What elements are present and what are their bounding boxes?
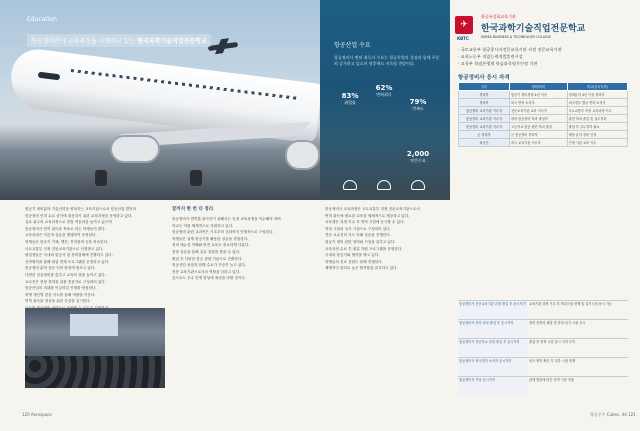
table-cell: 인정 기관 교육 이수: [567, 139, 627, 147]
landing-gear-2: [190, 170, 202, 186]
note-text: 교육기관 과정 이수 후 학과시험 면제 및 실기시험 응시 가능: [529, 302, 613, 306]
body-subhead: 끝까지 한 번 더 정리: [172, 207, 214, 212]
table-row: [459, 131, 628, 139]
text-line: 면허 취득에 필요한 교육을 체계적으로 제공하고 있다.: [325, 213, 410, 218]
table-cell: 관련 학과 졸업 및 실무경력: [567, 115, 627, 123]
text-line: 항공산업 성장과 함께 수요가 꾸준히 늘고 있다.: [172, 263, 246, 268]
table-cell: 항공정비 교육기관 이수자: [459, 123, 510, 131]
landing-gear: [95, 170, 107, 186]
table-cell: 전문교육기관 교육 이수자: [509, 107, 567, 115]
classroom-photo: [25, 308, 165, 388]
stat-2: 62% 면허취득: [375, 84, 393, 97]
text-line: 항공산업의 미래를 이끌어갈 인재를 양성한다.: [25, 286, 97, 291]
stat-4: 2,000 연간수요: [406, 150, 430, 163]
page-number-right: 항공우주 Cubes. 44 121: [590, 412, 636, 417]
cloud-icon: [343, 180, 357, 190]
text-line: 학생들은 항공기 기체, 엔진, 전자장비 등을 학습한다.: [25, 239, 109, 244]
table-cell: 군 경력자: [459, 131, 510, 139]
table-cell: 항공정비 교육기관 이수자: [459, 107, 510, 115]
headline-bold: 한국과학기술직업전문학교: [137, 38, 207, 45]
table-cell: 정비분야 4년 이상 경력자: [567, 91, 627, 99]
hero-airplane-photo: [0, 0, 320, 200]
logo-english-name: KOREA BUSINESS & TECHNOLOGY COLLEGE: [481, 35, 551, 39]
airplane-engine-2: [285, 140, 320, 170]
text-line: 면허 취득률 향상을 위한 특강을 실시한다.: [25, 299, 91, 304]
note-text: 졸업 후 면허 시험 응시 자격 부여: [529, 340, 576, 344]
text-line: 학생들은 실제 항공기를 활용한 실습을 경험한다.: [172, 236, 249, 241]
cloud-icon: [377, 180, 391, 190]
table-cell: 졸업 후 실무경력 필요: [567, 123, 627, 131]
table-cell: 외국정부 발급 면허 소지자: [567, 99, 627, 107]
text-line: 국토교통부 지정 전문교육기관으로 인정받고 있다.: [25, 246, 104, 251]
table-cell: 외국인: [459, 139, 510, 147]
text-line: 항공정비사 면허 취득을 목표로 하는 학생들이 많다.: [25, 226, 106, 231]
note-label: 항공정비사 경력 과정 졸업 후 응시자격: [458, 320, 528, 338]
note-text: 관계 법령에 따른 자격 기준 적용: [529, 378, 575, 382]
body-column-2: [172, 216, 312, 396]
note-row: [458, 338, 628, 357]
logo-school-name: 한국과학기술직업전문학교: [481, 24, 586, 34]
text-line: 항공기 정비분야 기술인력을 양성하는 교육기관으로서 항공산업 발전과: [25, 207, 136, 211]
note-label: 항공정비사 전문학교 과정 졸업 후 응시자격: [458, 339, 528, 357]
stat-3: 79% 만족도: [409, 98, 427, 111]
note-text: 외국 면허 확인 후 일부 시험 면제: [529, 359, 576, 363]
table-cell: 외국 교육기관 이수자: [509, 139, 567, 147]
note-text: 경력 증명서 제출 및 학과·실기 시험 응시: [529, 321, 586, 325]
text-line: 항공정비사 면허를 취득하기 위해서는 일정 교육과정을 이수해야 하며: [172, 217, 281, 221]
text-line: 항공정비 분야 전문 인력 양성에 힘쓰고 있다.: [25, 266, 96, 271]
section-tag: Education: [27, 16, 57, 23]
cloud-icon: [411, 180, 425, 190]
table-cell: 외국 면허 소지자: [509, 99, 567, 107]
table-cell: 해당 분야 경력 인정: [567, 131, 627, 139]
table-row: [459, 91, 628, 99]
table-header: 구분: [459, 83, 510, 91]
logo-subtitle: 항공특성화교육기관: [481, 14, 516, 19]
text-line: 전문 교육기관으로서의 역할을 다하고 있다.: [172, 269, 241, 274]
logo-mark-icon: ✈: [455, 16, 473, 34]
text-line: 산학협력을 통해 취업 연계 프로그램을 운영하고 있다.: [25, 259, 110, 264]
text-line: 학교는 이를 체계적으로 지원하고 있다.: [172, 223, 234, 228]
airplane-engine: [110, 135, 160, 163]
table-cell: 항공기 정비경력 4년 이상: [509, 91, 567, 99]
note-row: [458, 300, 628, 319]
table-title: 항공정비사 응시 자격: [458, 75, 510, 81]
note-label: 항공정비사 전문교육기관 과정 졸업 후 응시자격: [458, 301, 528, 319]
distant-airplane-icon: [208, 42, 238, 51]
note-row: [458, 357, 628, 376]
students: [25, 356, 165, 388]
table-cell: 경력자: [459, 91, 510, 99]
accreditation-item: · 국토교통부 항공종사자전문교육기관 지정 전문교육기관: [458, 47, 562, 52]
body-column-3: [325, 206, 450, 396]
text-line: 체계적인 관리로 높은 합격률을 유지하고 있다.: [325, 266, 398, 271]
text-line: 학과 시험과 실기 시험으로 구성되어 있다.: [325, 226, 391, 231]
text-line: 학생들의 진로 상담도 함께 진행한다.: [325, 259, 383, 264]
text-line: 교수진은 현장 경력을 갖춘 전문가로 구성되어 있다.: [25, 279, 106, 284]
headline-prefix: 항공정비분야 교육과정을 시행하고 있는: [31, 38, 136, 45]
text-line: 항공기 정비 관련 장비와 시설을 갖추고 있다.: [325, 239, 396, 244]
text-line: 실무 위주의 교육과정으로 현장 적응력을 높이고 있으며: [25, 220, 112, 225]
accreditation-item: · 교육노동부 직업능력개발훈련시설: [458, 54, 523, 59]
stat-1: 83% 취업률: [341, 92, 359, 105]
accreditation-list: [458, 46, 562, 67]
table-cell: 대학 항공정비 학과 졸업자: [509, 115, 567, 123]
text-line: 국내외 항공사와 협약을 맺고 있다.: [325, 253, 380, 258]
text-line: 항공정비 관련 교과목은 기초부터 심화까지 단계적으로 구성된다.: [172, 230, 274, 235]
note-label: 항공정비사 기타 응시자격: [458, 377, 528, 395]
table-row: [459, 115, 628, 123]
note-label: 항공정비사 외국면허 소지자 응시자격: [458, 358, 528, 376]
qualification-notes: [458, 300, 628, 395]
note-row: [458, 319, 628, 338]
body-column-1: [25, 206, 165, 302]
info-panel-title: 항공산업 수요: [334, 42, 371, 49]
info-panel-text: 항공정비사 면허 취득자 수요는 항공산업의 성장과 함께 꾸준히 증가하고 있으며 향후에도 지속될 전망이다.: [334, 55, 440, 66]
table-row: [459, 123, 628, 131]
table-cell: 경력자: [459, 99, 510, 107]
text-line: 교육과정은 이론과 실습을 병행하여 운영된다.: [25, 233, 97, 238]
text-line: 교육과정 수료 후 취업 지원 프로그램을 운영한다.: [325, 246, 403, 251]
table-cell: 군 항공정비 경력자: [509, 131, 567, 139]
note-row: [458, 376, 628, 395]
table-row: [459, 139, 628, 147]
text-line: 앞으로도 우수 인재 양성에 최선을 다할 것이다.: [172, 276, 246, 281]
projector-screen: [70, 314, 118, 336]
text-line: 교육생은 과정 이수 후 면허 시험에 응시할 수 있다.: [325, 220, 405, 225]
table-row: [459, 107, 628, 115]
table-header: 비고(응시자격): [567, 83, 627, 91]
accreditation-item: · 교육부 학점은행제 학습과목평가인정 기관: [458, 61, 538, 66]
text-line: 졸업생들은 국내외 항공사 및 정비업체에 진출하고 있다.: [25, 253, 113, 258]
text-line: 졸업 후 다양한 항공 관련 기관으로 진출한다.: [172, 256, 243, 261]
table-cell: 고등학교 항공 관련 학과 졸업: [509, 123, 567, 131]
headline: [27, 34, 211, 47]
qualification-table: [458, 82, 628, 147]
table-cell: 항공정비 교육기관 이수자: [459, 115, 510, 123]
table-header: 경력/학력: [509, 83, 567, 91]
table-cell: 국토교통부 지정 교육과정 이수: [567, 107, 627, 115]
page-number-left: 120 Aerospace: [22, 412, 52, 417]
text-line: 항공정비사 교육과정은 국토교통부 지정 전문교육기관으로서: [325, 207, 420, 211]
logo-kbtc: KBTC: [457, 36, 469, 41]
text-line: 학생 개인별 맞춤 지도를 통해 역량을 키운다.: [25, 292, 96, 297]
table-row: [459, 99, 628, 107]
text-line: 다양한 실습장비를 갖추고 교육의 질을 높이고 있다.: [25, 272, 106, 277]
text-line: 정비 매뉴얼 이해와 안전 교육도 중요하게 다룬다.: [172, 243, 250, 248]
text-line: 항공정비 인력 수요 증가에 대응하기 위한 교육과정을 운영하고 있다.: [25, 213, 133, 218]
text-line: 전문 교수진의 지도 아래 실습을 진행한다.: [325, 233, 391, 238]
text-line: 현장 실습을 통해 실무 경험을 쌓을 수 있다.: [172, 249, 241, 254]
